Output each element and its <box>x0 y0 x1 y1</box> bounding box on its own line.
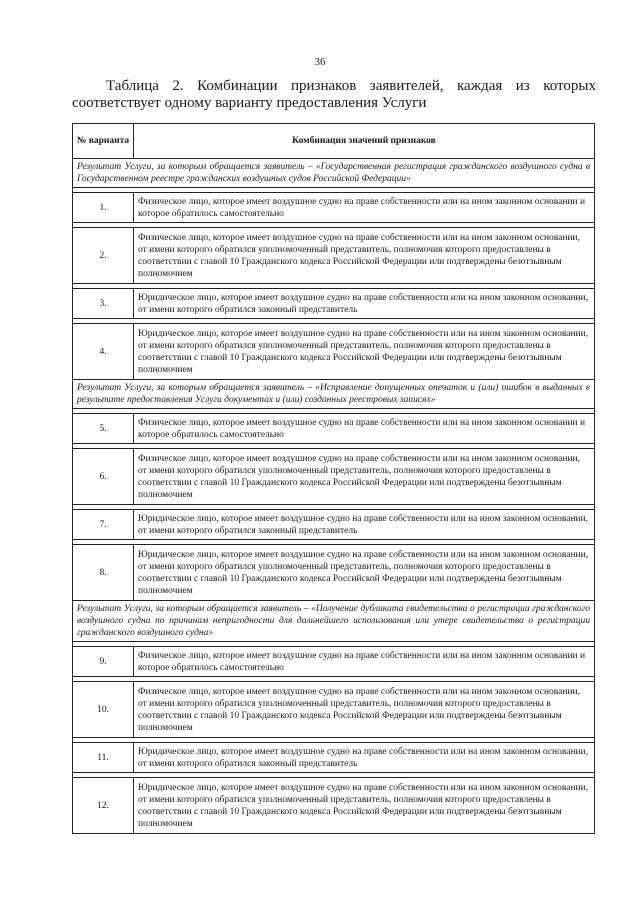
header-number: № варианта <box>73 124 134 159</box>
table-row <box>73 193 595 223</box>
variant-combination: Физическое лицо, которое имеет воздушное судно на праве собственности или на ином законном основании, от имени которого обратился уполномоченный представитель, полномочия которого предоставлены в соответствии с главой 10 Гражданского кодекса Российской Федерации или подтверждены безотзывным полномочием <box>134 682 595 738</box>
variant-combination: Физическое лицо, которое имеет воздушное судно на праве собственности или на ином законном основании, от имени которого обратился уполномоченный представитель, полномочия которого предоставлены в соответствии с главой 10 Гражданского кодекса Российской Федерации или подтверждены безотзывным полномочием <box>134 449 595 505</box>
page-number: 36 <box>314 56 326 68</box>
table-row <box>73 682 595 738</box>
variant-combination: Юридическое лицо, которое имеет воздушное судно на праве собственности или на ином законном основании, от имени которого обратился законный представитель <box>134 510 595 540</box>
variant-number: 2. <box>73 228 134 284</box>
section-title: Результат Услуги, за которым обращается заявитель – «Государственная регистрация гражданского воздушного судна в Государственном реестре гражданских воздушных судов Российской Федерации» <box>73 159 595 188</box>
variant-combination: Юридическое лицо, которое имеет воздушное судно на праве собственности или на ином законном основании, от имени которого обратился уполномоченный представитель, полномочия которого предоставлены в соответствии с главой 10 Гражданского кодекса Российской Федерации или подтверждены безотзывным полномочием <box>134 545 595 601</box>
table-row <box>73 647 595 677</box>
caption-line-2: соответствует одному варианту предоставления Услуги <box>72 95 427 111</box>
variant-combination: Юридическое лицо, которое имеет воздушное судно на праве собственности или на ином законном основании, от имени которого обратился уполномоченный представитель, полномочия которого предоставлены в соответствии с главой 10 Гражданского кодекса Российской Федерации или подтверждены безотзывным полномочием <box>134 324 595 380</box>
table-row <box>73 324 595 380</box>
variant-number: 5. <box>73 414 134 444</box>
caption-word: которых <box>543 78 596 94</box>
variant-number: 4. <box>73 324 134 380</box>
caption-word: каждая <box>456 78 503 94</box>
variant-number: 9. <box>73 647 134 677</box>
table-row <box>73 449 595 505</box>
variant-number: 1. <box>73 193 134 223</box>
variant-number: 6. <box>73 449 134 505</box>
table-row <box>73 414 595 444</box>
table-caption <box>72 78 596 112</box>
table-row <box>73 510 595 540</box>
section-title: Результат Услуги, за которым обращается заявитель – «Получение дубликата свидетельства о регистрации гражданского воздушного судна по причинам непригодности для дальнейшего использования или утере свидетельства о регистрации гражданского воздушного судна» <box>73 601 595 642</box>
variant-number: 10. <box>73 682 134 738</box>
variant-number: 11. <box>73 743 134 773</box>
section-row <box>73 601 595 642</box>
caption-word: признаков <box>291 78 357 94</box>
table-row <box>73 228 595 284</box>
section-row <box>73 159 595 188</box>
caption-word: заявителей, <box>369 78 444 94</box>
variant-number: 7. <box>73 510 134 540</box>
table-row <box>73 743 595 773</box>
table-body <box>73 159 595 834</box>
caption-line-1 <box>72 78 596 95</box>
variant-combination: Физическое лицо, которое имеет воздушное судно на праве собственности или на ином законном основании и которое обратилось самостоятельно <box>134 647 595 677</box>
table-row <box>73 778 595 834</box>
variants-table <box>72 123 595 834</box>
table-row <box>73 545 595 601</box>
caption-word: Таблица <box>106 78 159 94</box>
variant-number: 3. <box>73 289 134 319</box>
variant-number: 12. <box>73 778 134 834</box>
section-title: Результат Услуги, за которым обращается заявитель – «Исправление допущенных опечаток и (или) ошибок в выданных в результате предоставления Услуги документах и (или) созданных реестровых записях» <box>73 380 595 409</box>
table-row <box>73 289 595 319</box>
variant-combination: Юридическое лицо, которое имеет воздушное судно на праве собственности или на ином законном основании, от имени которого обратился законный представитель <box>134 289 595 319</box>
header-combination: Комбинация значений признаков <box>134 124 595 159</box>
variant-combination: Юридическое лицо, которое имеет воздушное судно на праве собственности или на ином законном основании, от имени которого обратился законный представитель <box>134 743 595 773</box>
caption-word: Комбинации <box>197 78 278 94</box>
caption-word: из <box>515 78 530 94</box>
variant-combination: Юридическое лицо, которое имеет воздушное судно на праве собственности или на ином законном основании, от имени которого обратился уполномоченный представитель, полномочия которого предоставлены в соответствии с главой 10 Гражданского кодекса Российской Федерации или подтверждены безотзывным полномочием <box>134 778 595 834</box>
variant-number: 8. <box>73 545 134 601</box>
variant-combination: Физическое лицо, которое имеет воздушное судно на праве собственности или на ином законном основании и которое обратилось самостоятельно <box>134 414 595 444</box>
variant-combination: Физическое лицо, которое имеет воздушное судно на праве собственности или на ином законном основании и которое обратилось самостоятельно <box>134 193 595 223</box>
caption-word: 2. <box>172 78 184 94</box>
variant-combination: Физическое лицо, которое имеет воздушное судно на праве собственности или на ином законном основании, от имени которого обратился уполномоченный представитель, полномочия которого предоставлены в соответствии с главой 10 Гражданского кодекса Российской Федерации или подтверждены безотзывным полномочием <box>134 228 595 284</box>
section-row <box>73 380 595 409</box>
table-header-row <box>73 124 595 159</box>
